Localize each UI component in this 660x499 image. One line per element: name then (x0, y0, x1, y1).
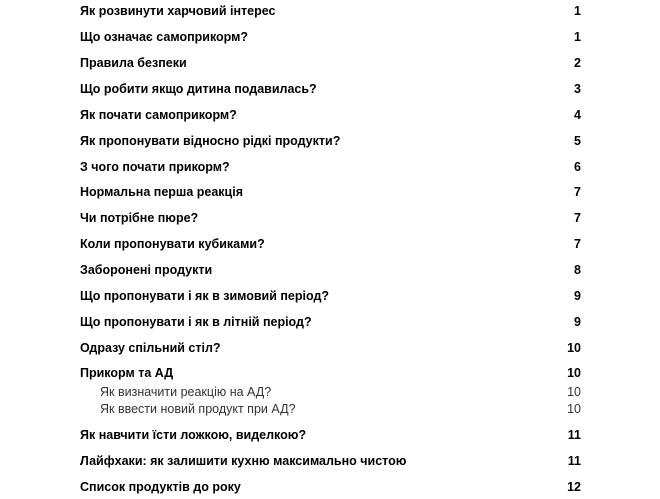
toc-entry-page: 4 (574, 108, 581, 122)
toc-entry-title: Чи потрібне пюре? (80, 211, 199, 225)
toc-entry[interactable] (0, 157, 660, 177)
toc-entry-page: 5 (574, 134, 581, 148)
toc-entry-title: Як навчити їсти ложкою, виделкою? (80, 428, 307, 442)
toc-subentry[interactable] (0, 399, 660, 419)
toc-entry[interactable] (0, 260, 660, 280)
toc-entry-page: 10 (567, 366, 581, 380)
toc-entry-title: Нормальна перша реакція (80, 185, 243, 199)
toc-entry-page: 6 (574, 160, 581, 174)
toc-entry-title: Як почати самоприкорм? (80, 108, 237, 122)
toc-subentry-title: Як визначити реакцію на АД? (100, 385, 272, 399)
toc-entry-page: 11 (567, 428, 581, 442)
toc-entry-page: 11 (567, 454, 581, 468)
toc-entry[interactable] (0, 451, 660, 471)
toc-entry-title: Заборонені продукти (80, 263, 213, 277)
toc-entry-page: 9 (574, 315, 581, 329)
toc-entry-title: Як розвинути харчовий інтерес (80, 4, 276, 18)
toc-entry-page: 7 (574, 185, 581, 199)
toc-entry-page: 7 (574, 237, 581, 251)
toc-entry-page: 9 (574, 289, 581, 303)
toc-entry-page: 3 (574, 82, 581, 96)
toc-entry[interactable] (0, 1, 660, 21)
toc-entry[interactable] (0, 477, 660, 497)
toc-entry-page: 10 (567, 341, 581, 355)
toc-entry-title: Одразу спільний стіл? (80, 341, 221, 355)
toc-subentry-page: 10 (567, 402, 581, 416)
toc-entry-title: Що означає самоприкорм? (80, 30, 249, 44)
toc-entry[interactable] (0, 338, 660, 358)
toc-entry[interactable] (0, 286, 660, 306)
toc-entry-title: Що робити якщо дитина подавилась? (80, 82, 317, 96)
toc-entry-page: 12 (567, 480, 581, 494)
toc-entry-title: З чого почати прикорм? (80, 160, 230, 174)
toc-entry[interactable] (0, 53, 660, 73)
toc-subentry-page: 10 (567, 385, 581, 399)
toc-entry[interactable] (0, 27, 660, 47)
toc-entry[interactable] (0, 105, 660, 125)
toc-entry[interactable] (0, 79, 660, 99)
toc-entry-page: 2 (574, 56, 581, 70)
toc-entry-page: 1 (574, 4, 581, 18)
toc-entry[interactable] (0, 312, 660, 332)
toc-entry[interactable] (0, 425, 660, 445)
toc-entry-title: Прикорм та АД (80, 366, 174, 380)
toc-entry-title: Що пропонувати і як в зимовий період? (80, 289, 330, 303)
toc-entry[interactable] (0, 363, 660, 383)
toc-entry[interactable] (0, 182, 660, 202)
toc-entry[interactable] (0, 234, 660, 254)
toc-entry-title: Коли пропонувати кубиками? (80, 237, 265, 251)
toc-subentry-title: Як ввести новий продукт при АД? (100, 402, 296, 416)
toc-entry[interactable] (0, 131, 660, 151)
toc-entry-title: Як пропонувати відносно рідкі продукти? (80, 134, 341, 148)
toc-entry-title: Список продуктів до року (80, 480, 241, 494)
toc-entry-title: Що пропонувати і як в літній період? (80, 315, 312, 329)
toc-entry-title: Лайфхаки: як залишити кухню максимально чистою (80, 454, 407, 468)
toc-entry-page: 8 (574, 263, 581, 277)
toc-entry-page: 1 (574, 30, 581, 44)
toc-entry-page: 7 (574, 211, 581, 225)
toc-entry-title: Правила безпеки (80, 56, 187, 70)
toc-entry[interactable] (0, 208, 660, 228)
